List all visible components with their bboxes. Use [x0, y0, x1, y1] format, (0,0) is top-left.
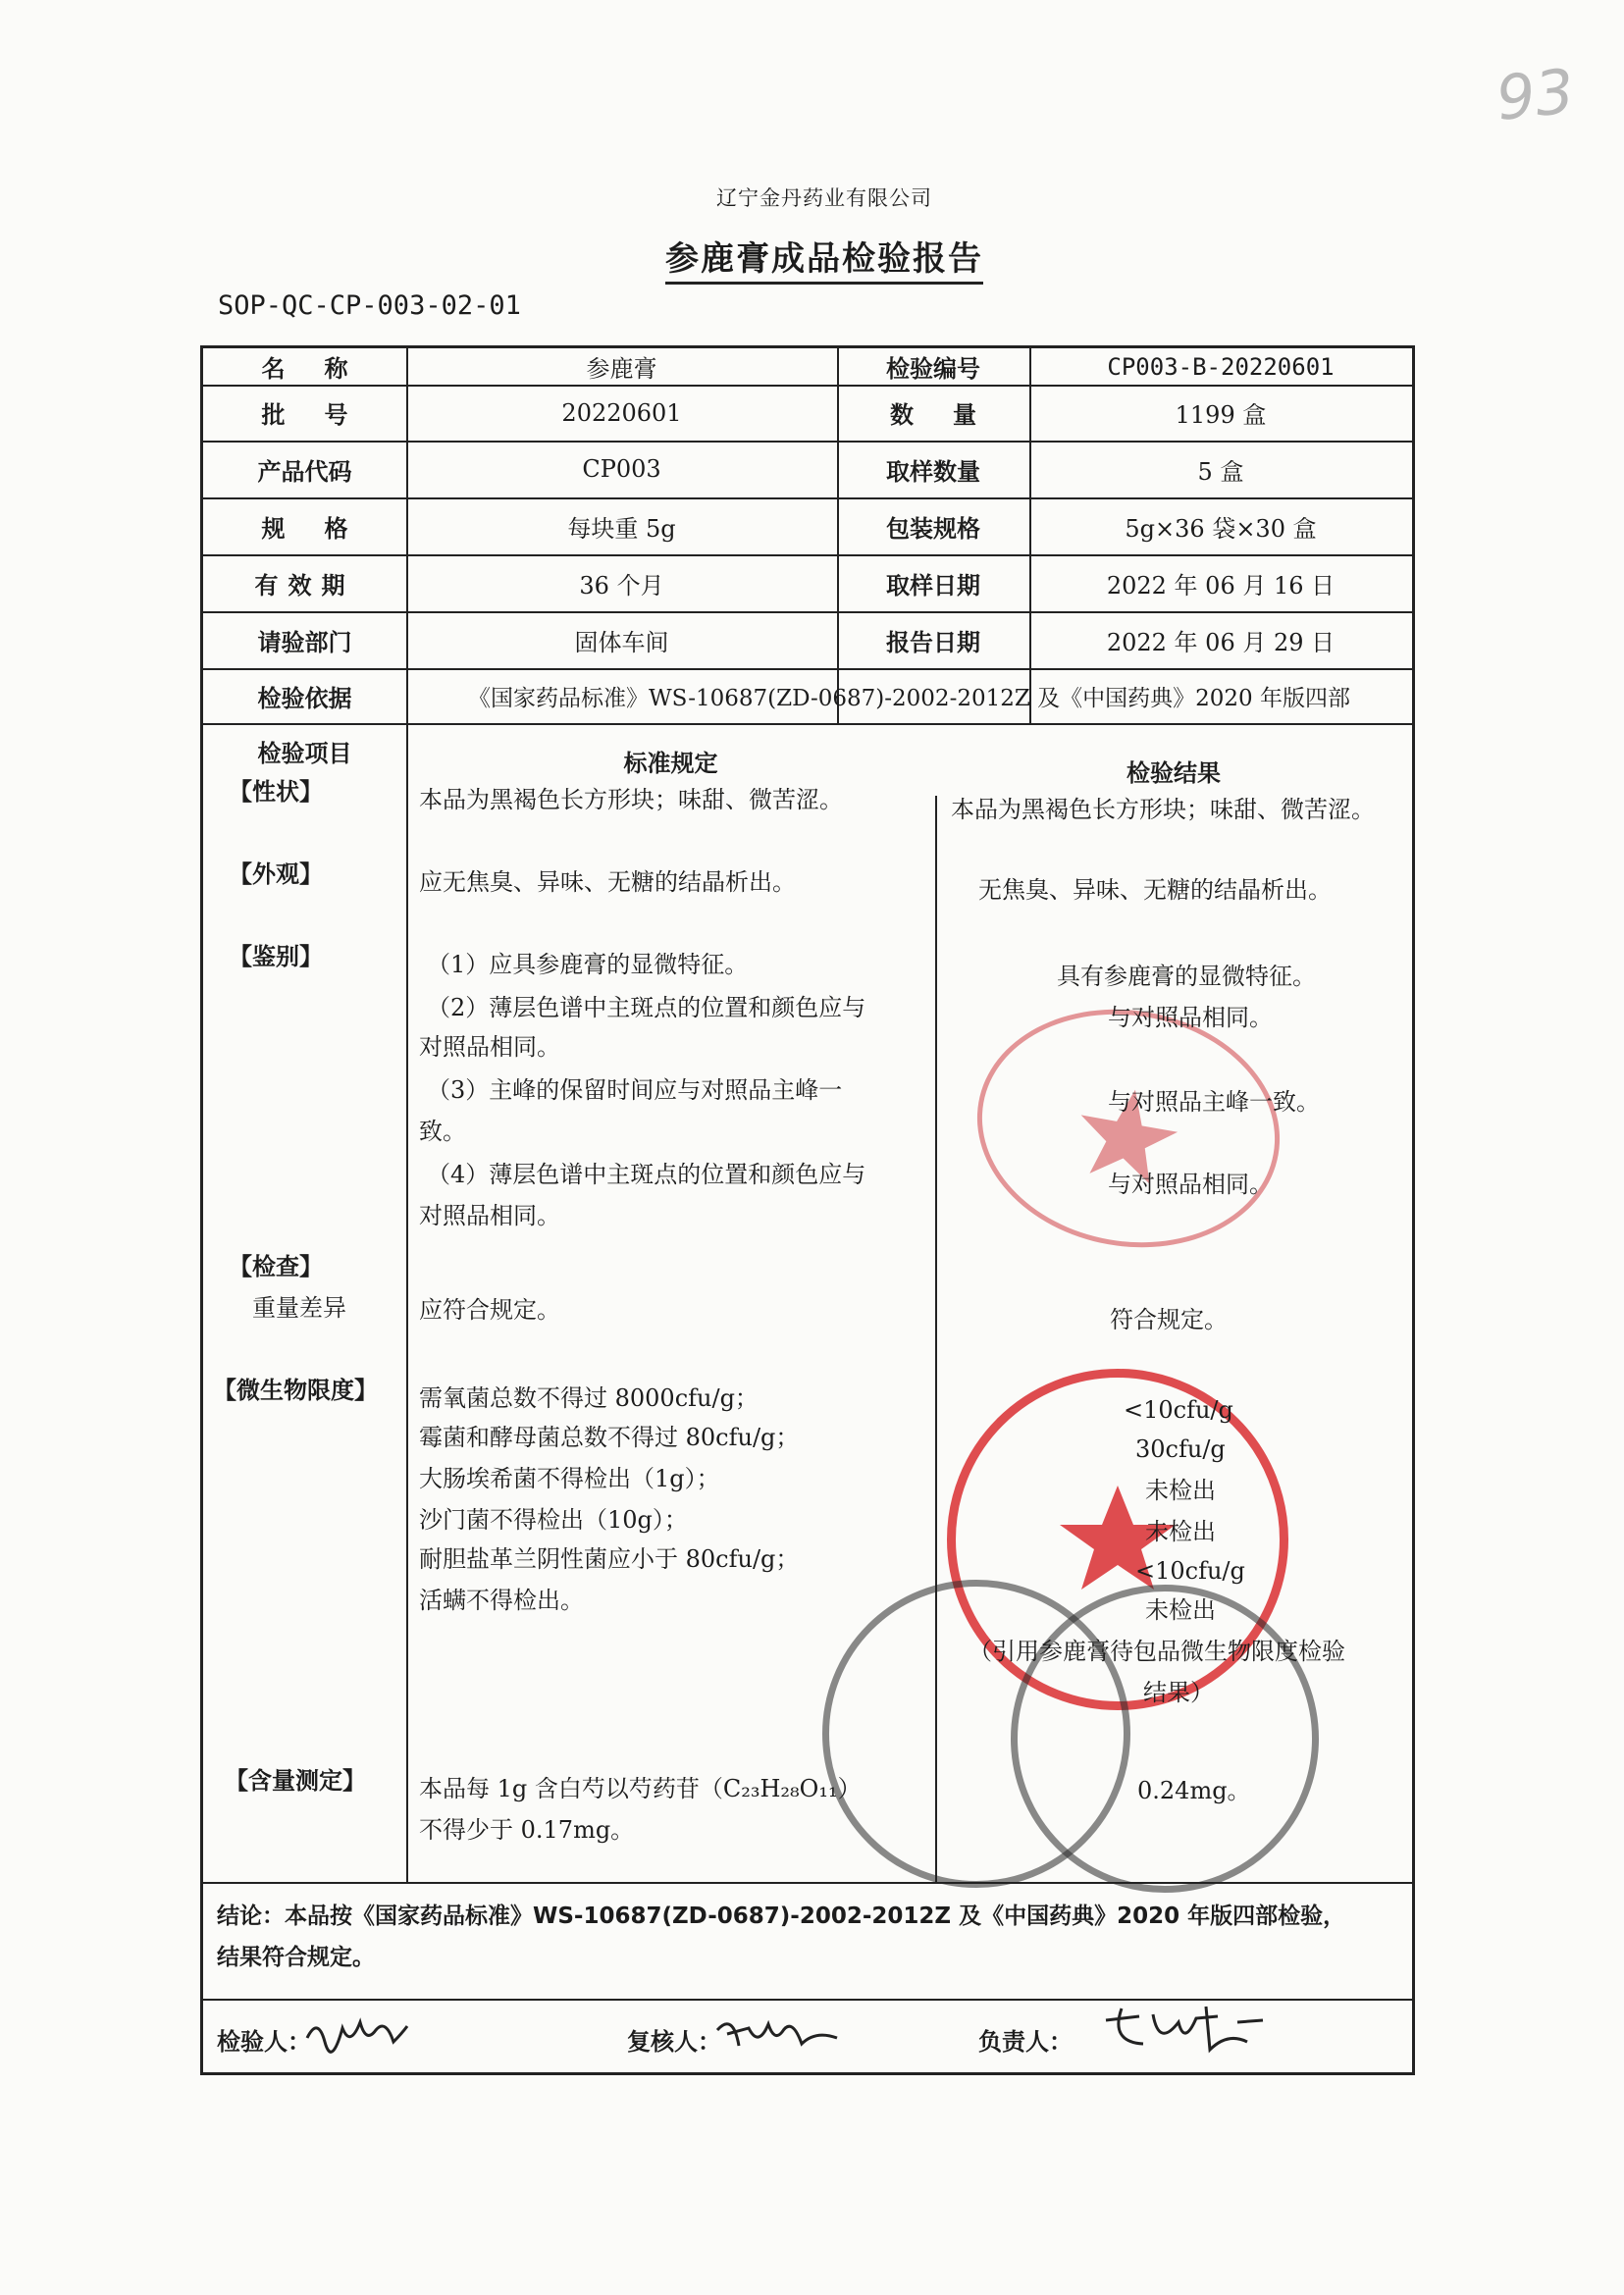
- inspection-label: 【检查】: [229, 1253, 323, 1280]
- id-res-3: 与对照品主峰一致。: [1108, 1088, 1320, 1116]
- assay-result: 0.24mg。: [1137, 1777, 1251, 1804]
- micro-label: 【微生物限度】: [213, 1377, 378, 1404]
- micro-res-6: 未检出: [1145, 1596, 1216, 1624]
- col-result-header: 检验结果: [1126, 758, 1221, 787]
- batch-label: 批号: [261, 401, 388, 429]
- inspector-signature: [303, 2008, 411, 2067]
- micro-res-5: <10cfu/g: [1135, 1557, 1245, 1585]
- appearance-standard: 应无焦臭、异味、无糖的结晶析出。: [419, 868, 796, 896]
- micro-res-1: <10cfu/g: [1124, 1396, 1233, 1424]
- sample-date-label: 取样日期: [886, 571, 980, 600]
- micro-std-4: 沙门菌不得检出（10g）；: [419, 1506, 688, 1534]
- sample-qty-value: 5 盒: [1197, 457, 1244, 486]
- assay-standard-b: 不得少于 0.17mg。: [419, 1816, 635, 1844]
- package-value: 5g×36 袋×30 盒: [1125, 514, 1317, 543]
- test-no-label: 检验编号: [886, 355, 980, 383]
- spec-label: 规格: [261, 514, 388, 543]
- id-std-2a: （2）薄层色谱中主斑点的位置和颜色应与: [427, 994, 866, 1021]
- batch-value: 20220601: [561, 398, 682, 427]
- id-res-4: 与对照品相同。: [1108, 1171, 1273, 1198]
- micro-std-1: 需氧菌总数不得过 8000cfu/g；: [419, 1384, 759, 1412]
- report-date-value: 2022 年 06 月 29 日: [1106, 628, 1336, 656]
- name-label: 名称: [261, 355, 388, 383]
- micro-res-note-b: 结果）: [1143, 1679, 1214, 1706]
- test-no-value: CP003-B-20220601: [1107, 352, 1335, 381]
- sample-qty-label: 取样数量: [886, 457, 980, 486]
- conclusion-line1: 结论：本品按《国家药品标准》WS-10687(ZD-0687)-2002-2012Z 及《中国药典》2020 年版四部检验，: [217, 1904, 1346, 1929]
- character-label: 【性状】: [229, 778, 323, 806]
- responsible-label: 负责人：: [978, 2028, 1073, 2056]
- id-std-2b: 对照品相同。: [419, 1033, 560, 1061]
- micro-std-2: 霉菌和酵母菌总数不得过 80cfu/g；: [419, 1424, 800, 1451]
- appearance-result: 无焦臭、异味、无糖的结晶析出。: [978, 876, 1332, 904]
- report-title: [0, 232, 1624, 280]
- id-std-1: （1）应具参鹿膏的显微特征。: [427, 951, 749, 978]
- report-date-label: 报告日期: [886, 628, 980, 656]
- micro-std-3: 大肠埃希菌不得检出（1g）；: [419, 1465, 720, 1492]
- identification-label: 【鉴别】: [229, 943, 323, 970]
- micro-res-4: 未检出: [1145, 1518, 1216, 1545]
- micro-res-3: 未检出: [1145, 1477, 1216, 1504]
- conclusion-line2: 结果符合规定。: [217, 1945, 375, 1970]
- weight-result: 符合规定。: [1110, 1306, 1228, 1333]
- document-number: SOP-QC-CP-003-02-01: [218, 290, 521, 321]
- micro-std-5: 耐胆盐革兰阴性菌应小于 80cfu/g；: [419, 1545, 800, 1573]
- product-code-label: 产品代码: [257, 457, 352, 486]
- company-name: 辽宁金丹药业有限公司: [716, 186, 932, 210]
- sample-date-value: 2022 年 06 月 16 日: [1106, 571, 1336, 600]
- id-std-4a: （4）薄层色谱中主斑点的位置和颜色应与: [427, 1161, 866, 1188]
- inspector-label: 检验人：: [217, 2028, 311, 2056]
- id-std-4b: 对照品相同。: [419, 1202, 560, 1229]
- id-std-3b: 致。: [419, 1118, 466, 1145]
- report-table: [200, 345, 1415, 2075]
- basis-value: 《国家药品标准》WS-10687(ZD-0687)-2002-2012Z 及《中国药典》2020 年版四部: [467, 685, 1351, 711]
- appearance-label: 【外观】: [229, 861, 323, 888]
- weight-standard: 应符合规定。: [419, 1296, 560, 1324]
- col-standard-header: 标准规定: [623, 749, 718, 777]
- responsible-signature: [1100, 2003, 1267, 2067]
- assay-standard-a: 本品每 1g 含白芍以芍药苷（C₂₃H₂₈O₁₁）: [419, 1775, 862, 1802]
- handwritten-signature-icon: [713, 2008, 841, 2058]
- dept-value: 固体车间: [574, 628, 669, 656]
- dept-label: 请验部门: [257, 628, 352, 656]
- quantity-value: 1199 盒: [1175, 401, 1267, 429]
- handwritten-signature-icon: [303, 2008, 411, 2058]
- handwritten-signature-icon: [1100, 2003, 1267, 2058]
- character-standard: 本品为黑褐色长方形块；味甜、微苦涩。: [419, 786, 843, 813]
- page-number-handwritten: 93: [1493, 55, 1578, 134]
- package-label: 包装规格: [886, 514, 980, 543]
- reviewer-label: 复核人：: [627, 2028, 721, 2056]
- spec-value: 每块重 5g: [567, 514, 676, 543]
- id-res-2: 与对照品相同。: [1108, 1004, 1273, 1031]
- character-result: 本品为黑褐色长方形块；味甜、微苦涩。: [951, 796, 1375, 823]
- micro-std-6: 活螨不得检出。: [419, 1587, 584, 1614]
- weight-label: 重量差异: [252, 1294, 346, 1322]
- name-value: 参鹿膏: [586, 355, 657, 383]
- assay-label: 【含量测定】: [225, 1767, 366, 1795]
- validity-value: 36 个月: [579, 571, 664, 600]
- col-item-header: 检验项目: [257, 739, 352, 767]
- validity-label: 有效期: [254, 571, 355, 600]
- reviewer-signature: [713, 2008, 841, 2067]
- micro-res-note-a: （引用参鹿膏待包品微生物限度检验: [969, 1638, 1345, 1665]
- micro-res-2: 30cfu/g: [1135, 1435, 1226, 1463]
- id-res-1: 具有参鹿膏的显微特征。: [1057, 963, 1316, 990]
- quantity-label: 数量: [890, 401, 1016, 429]
- id-std-3a: （3）主峰的保留时间应与对照品主峰一: [427, 1076, 843, 1104]
- report-title-text: 参鹿膏成品检验报告: [665, 239, 983, 285]
- basis-label: 检验依据: [257, 684, 352, 712]
- product-code-value: CP003: [582, 455, 661, 483]
